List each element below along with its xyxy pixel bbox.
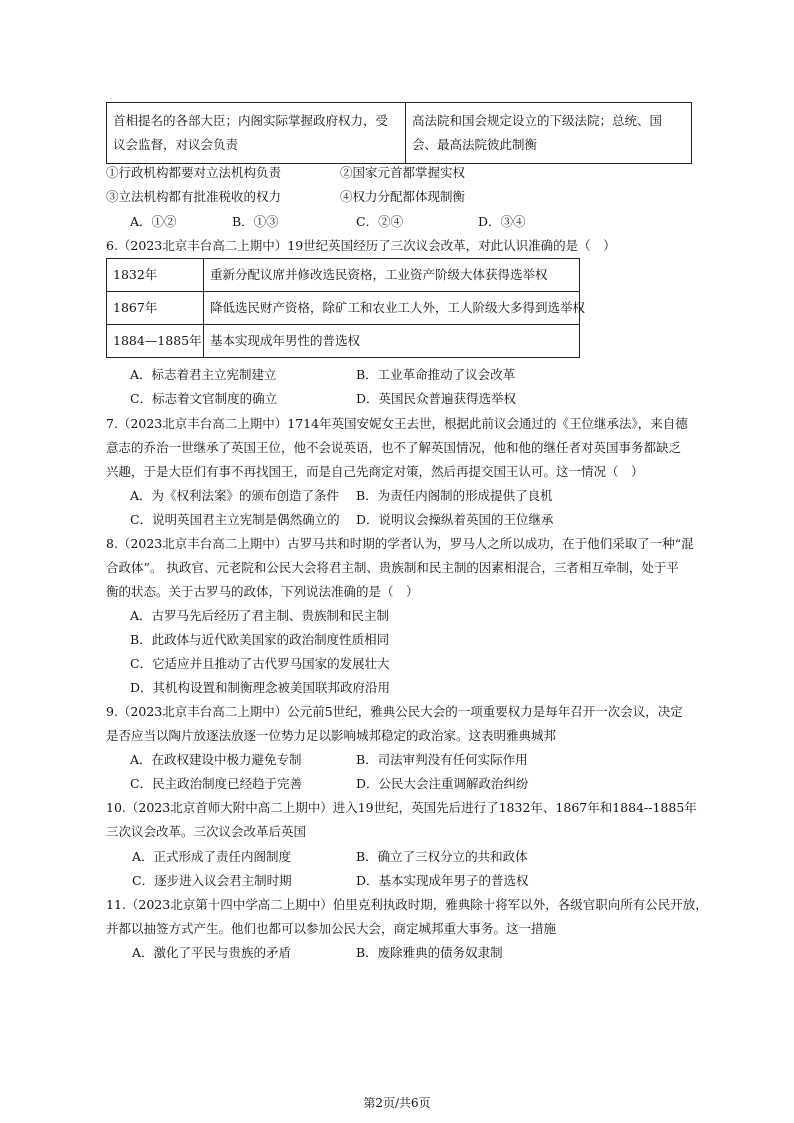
q9-option-a[interactable]: A．在政权建设中极力避免专制 <box>130 752 302 767</box>
q7-option-a[interactable]: A．为《权利法案》的颁布创造了条件 <box>130 488 340 503</box>
q6-option-c[interactable]: C．标志着文官制度的确立 <box>130 391 278 406</box>
q5-statement-2: ②国家元首都掌握实权 <box>340 165 466 180</box>
q6-option-a[interactable]: A．标志着君主立宪制建立 <box>130 367 277 382</box>
q7-stem-line: 兴趣，于是大臣们有事不再找国王，而是自己先商定对策，然后再提交国王认可。这一情况（ ） <box>106 464 644 479</box>
q5-option-d[interactable]: D．③④ <box>478 214 526 229</box>
q5-comparison-table <box>106 102 692 164</box>
q7-stem-line: 7.（2023北京丰台高二上期中）1714年英国安妮女王去世，根据此前议会通过的《王位继承法》，来自德 <box>106 416 688 431</box>
q7-option-c[interactable]: C．说明英国君主立宪制是偶然确立的 <box>130 512 340 527</box>
q8-option-d[interactable]: D．其机构设置和制衡理念被美国联邦政府沿用 <box>130 680 391 695</box>
q10-option-a[interactable]: A．正式形成了责任内阁制度 <box>132 849 292 864</box>
q10-option-b[interactable]: B．确立了三权分立的共和政体 <box>356 849 528 864</box>
q5-statement-1: ①行政机构都要对立法机构负责 <box>106 165 282 180</box>
q8-option-c[interactable]: C．它适应并且推动了古代罗马国家的发展壮大 <box>130 656 390 671</box>
table-cell: 高法院和国会规定设立的下级法院；总统、国会、最高法院彼此制衡 <box>406 103 692 164</box>
q11-stem-line: 11.（2023北京第十四中学高二上期中）伯里克利执政时期，雅典除十将军以外，各级官职向所有公民开放， <box>106 897 708 912</box>
table-row <box>107 103 692 164</box>
page-footer: 第2页/共6页 <box>363 1096 431 1110</box>
q8-stem-line: 合政体”。 执政官、元老院和公民大会将君主制、贵族制和民主制的因素相混合，三者相互牵制，处于平 <box>106 560 679 575</box>
table-row <box>107 292 580 325</box>
table-row <box>107 325 580 358</box>
table-cell: 基本实现成年男性的普选权 <box>204 325 580 358</box>
q6-reform-table <box>106 258 586 358</box>
q9-option-d[interactable]: D．公民大会注重调解政治纠纷 <box>356 776 529 791</box>
q6-option-d[interactable]: D．英国民众普遍获得选举权 <box>356 391 517 406</box>
table-cell: 降低选民财产资格，除矿工和农业工人外，工人阶级大多得到选举权 <box>204 292 580 325</box>
q10-option-c[interactable]: C．逐步进入议会君主制时期 <box>132 873 292 888</box>
q11-option-a[interactable]: A．激化了平民与贵族的矛盾 <box>132 945 292 960</box>
q6-stem: 6.（2023北京丰台高二上期中）19世纪英国经历了三次议会改革，对此认识准确的是（ ） <box>106 238 616 253</box>
q5-option-b[interactable]: B．①③ <box>232 214 279 229</box>
table-cell: 1884—1885年 <box>107 325 204 358</box>
q9-option-c[interactable]: C．民主政治制度已经趋于完善 <box>130 776 303 791</box>
q8-option-b[interactable]: B．此政体与近代欧美国家的政治制度性质相同 <box>130 632 390 647</box>
q9-option-b[interactable]: B．司法审判没有任何实际作用 <box>356 752 528 767</box>
table-row <box>107 259 580 292</box>
q10-stem-line: 10.（2023北京首师大附中高二上期中）进入19世纪，英国先后进行了1832年、1867年和1884--1885年 <box>106 800 697 815</box>
q10-option-d[interactable]: D．基本实现成年男子的普选权 <box>356 873 529 888</box>
q7-option-b[interactable]: B．为责任内阁制的形成提供了良机 <box>356 488 553 503</box>
q11-option-b[interactable]: B．废除雅典的债务奴隶制 <box>356 945 503 960</box>
q5-option-a[interactable]: A．①② <box>130 214 177 229</box>
table-cell: 首相提名的各部大臣；内阁实际掌握政府权力，受议会监督，对议会负责 <box>107 103 406 164</box>
q7-stem-line: 意志的乔治一世继承了英国王位，他不会说英语，也不了解英国情况，他和他的继任者对英国事务都缺乏 <box>106 440 682 455</box>
q8-stem-line: 衡的状态。关于古罗马的政体，下列说法准确的是（ ） <box>106 584 419 599</box>
q6-option-b[interactable]: B．工业革命推动了议会改革 <box>356 367 516 382</box>
q11-stem-line: 并都以抽签方式产生。他们也都可以参加公民大会，商定城邦重大事务。这一措施 <box>106 921 557 936</box>
q5-statement-4: ④权力分配都体现制衡 <box>340 189 466 204</box>
q8-stem-line: 8.（2023北京丰台高二上期中）古罗马共和时期的学者认为，罗马人之所以成功，在于他们采取了一种“混 <box>106 536 694 551</box>
table-cell: 1832年 <box>107 259 204 292</box>
table-cell: 1867年 <box>107 292 204 325</box>
q8-option-a[interactable]: A．古罗马先后经历了君主制、贵族制和民主制 <box>130 608 390 623</box>
q7-option-d[interactable]: D．说明议会操纵着英国的王位继承 <box>356 512 554 527</box>
q9-stem-line: 是否应当以陶片放逐法放逐一位势力足以影响城邦稳定的政治家。这表明雅典城邦 <box>106 728 557 743</box>
table-cell: 重新分配议席并修改选民资格，工业资产阶级大体获得选举权 <box>204 259 580 292</box>
q5-option-c[interactable]: C．②④ <box>356 214 404 229</box>
q10-stem-line: 三次议会改革。三次议会改革后英国 <box>106 824 307 839</box>
q9-stem-line: 9.（2023北京丰台高二上期中）公元前5世纪，雅典公民大会的一项重要权力是每年召开一次会议，决定 <box>106 704 683 719</box>
q5-statement-3: ③立法机构都有批准税收的权力 <box>106 189 282 204</box>
